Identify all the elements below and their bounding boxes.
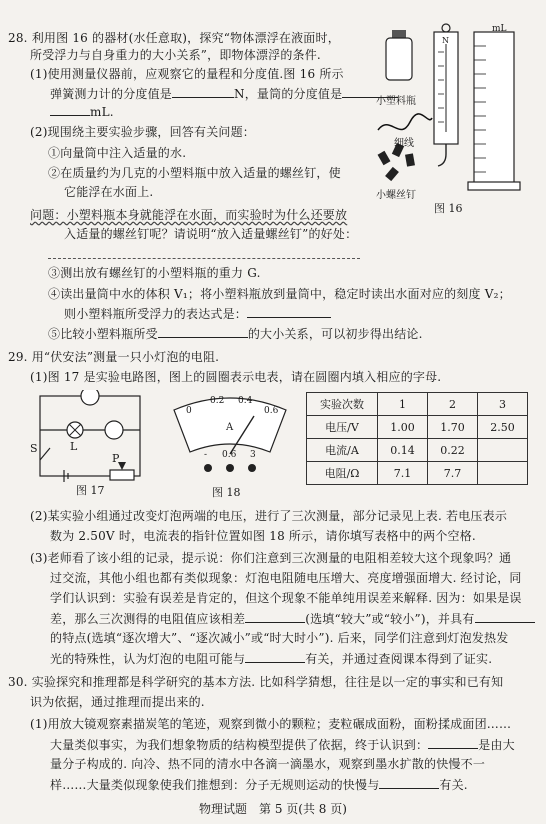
figure-17-caption: 图 17	[76, 484, 105, 497]
q28-step1: ①向量筒中注入适量的水.	[48, 146, 187, 160]
q29-title: 29. 用“伏安法”测量一只小灯泡的电阻.	[8, 350, 220, 364]
q28-step3: ③测出放有螺丝钉的小塑料瓶的重力 G.	[48, 266, 261, 280]
switch-icon	[40, 448, 50, 460]
q28-line1: 28. 利用图 16 的器材(水任意取)，探究“物体漂浮在液面时，	[8, 31, 340, 45]
measurement-table	[306, 392, 528, 485]
spring-scale-icon	[434, 24, 458, 166]
figure-18-ammeter	[170, 392, 290, 502]
table-cell: 7.1	[378, 462, 428, 485]
q28-step5-text-a: ⑤比较小塑料瓶所受	[48, 327, 158, 341]
table-cell-blank[interactable]	[478, 462, 528, 485]
plastic-bottle-icon	[386, 30, 412, 80]
q28-step2-line1: ②在质量约为几克的小塑料瓶中放入适量的螺丝钉，使	[48, 166, 341, 180]
bulb-icon	[67, 422, 83, 438]
q29-p3-line6	[50, 650, 492, 667]
row-label: 电流/A	[307, 439, 378, 462]
label-S: S	[30, 442, 38, 455]
cylinder-unit: mL	[492, 24, 507, 34]
table-cell: 1.00	[378, 416, 428, 439]
q29-p3-text-a: 差，那么三次测得的电阻值应该相差	[50, 612, 246, 626]
q28-question-line2: 入适量的螺丝钉呢？请说明“放入适量螺丝钉”的好处：	[64, 227, 358, 241]
table-cell: 0.22	[428, 439, 478, 462]
q30-line2: 识为依据，通过推理而提出来的.	[30, 695, 205, 709]
answer-blank[interactable]	[245, 650, 305, 663]
q28-step4-text: 则小塑料瓶所受浮力的表达式是：	[64, 307, 248, 321]
dial-tick-0.4: 0.4	[238, 396, 253, 406]
q28-p2-line1: (2)现围绕主要实验步骤，回答有关问题：	[30, 125, 255, 139]
q28-step5-text-b: 的大小关系，可以初步得出结论.	[247, 327, 423, 341]
answer-blank[interactable]	[247, 305, 331, 318]
terminal-06-icon	[226, 464, 234, 472]
q28-step5	[48, 325, 423, 342]
answer-blank[interactable]	[172, 85, 234, 98]
answer-blank[interactable]	[475, 610, 535, 623]
table-header-cell: 1	[378, 393, 428, 416]
q30-line1: 30. 实验探究和推理都是科学研究的基本方法. 比如科学猜想，往往是以一定的事实和已有知	[8, 675, 504, 689]
q28-step4-line2	[64, 305, 331, 322]
table-cell: 7.7	[428, 462, 478, 485]
figure-18-caption: 图 18	[212, 486, 241, 499]
dial-unit: A	[226, 422, 234, 433]
terminal-label-06: 0.6	[222, 450, 237, 460]
terminal-label-minus: -	[204, 450, 208, 460]
q29-p3-text-d: 有关，并通过查阅课本得到了证实.	[305, 652, 493, 666]
table-cell-blank[interactable]	[478, 439, 528, 462]
table-row	[307, 462, 528, 485]
answer-blank[interactable]	[428, 736, 478, 749]
measuring-cylinder-icon	[468, 32, 520, 190]
screw-label: 小螺丝钉	[376, 190, 416, 201]
table-cell: 0.14	[378, 439, 428, 462]
q28-p1-text-b: N，量筒的分度值是	[234, 87, 343, 101]
answer-blank[interactable]	[50, 103, 90, 116]
row-label: 电压/V	[307, 416, 378, 439]
answer-blank[interactable]	[245, 610, 305, 623]
page-footer: 物理试题 第 5 页(共 8 页)	[199, 802, 347, 816]
q30-p1-text-a: 大量类似事实，为我们想象物质的结构模型提供了依据，终于认识到：	[50, 738, 429, 752]
q29-p2-line2: 数为 2.50V 时，电流表的指针位置如图 18 所示，请你填写表格中的两个空格.	[50, 529, 476, 543]
answer-blank[interactable]	[158, 325, 248, 338]
q30-p1-text-d: 有关.	[439, 778, 468, 792]
answer-line[interactable]	[48, 258, 360, 259]
q29-p3-line5: 的特点(选填“逐次增大”、“逐次减小”或“时大时小”). 后来，同学们注意到灯泡发热发	[50, 631, 509, 645]
q29-p2-line1: (2)某实验小组通过改变灯泡两端的电压，进行了三次测量，部分记录见上表. 若电压表示	[30, 509, 508, 523]
q28-p1-line2	[50, 85, 398, 102]
table-row	[307, 439, 528, 462]
meter-circle-top[interactable]	[81, 390, 99, 405]
q29-p1: (1)图 17 是实验电路图，图上的圆圈表示电表，请在圆圈内填入相应的字母.	[30, 370, 442, 384]
q28-p1-line1: (1)使用测量仪器前，应观察它的量程和分度值.图 16 所示	[30, 67, 344, 81]
dial-tick-0.2: 0.2	[210, 396, 225, 406]
q30-p1-line3: 量分子构成的. 向冷、热不同的清水中各滴一滴墨水，观察到墨水扩散的快慢不一	[50, 757, 486, 771]
table-header-cell: 2	[428, 393, 478, 416]
figure-16	[370, 22, 540, 222]
spring-scale-unit: N	[442, 36, 449, 45]
figure-16-caption: 图 16	[434, 202, 463, 215]
q28-step4-line1: ④读出量筒中水的体积 V₁；将小塑料瓶放到量筒中，稳定时读出水面对应的刻度 V₂；	[48, 287, 511, 301]
terminal-minus-icon	[204, 464, 212, 472]
answer-blank[interactable]	[379, 776, 439, 789]
figure-17-circuit	[30, 390, 150, 500]
table-header-cell: 实验次数	[307, 393, 378, 416]
label-L: L	[70, 440, 78, 453]
label-P: P	[112, 452, 120, 465]
row-label: 电阻/Ω	[307, 462, 378, 485]
meter-circle-mid[interactable]	[105, 421, 123, 439]
table-row	[307, 416, 528, 439]
q29-p3-text-c: 光的特殊性，认为灯泡的电阻可能与	[50, 652, 246, 666]
thread-label: 细线	[394, 138, 414, 149]
table-cell: 2.50	[478, 416, 528, 439]
q28-question-line1: 问题：小塑料瓶本身就能浮在水面，而实验时为什么还要放	[30, 208, 348, 222]
terminal-3-icon	[248, 464, 256, 472]
table-cell: 1.70	[428, 416, 478, 439]
q28-line2: 所受浮力与自身重力的大小关系”，即物体漂浮的条件.	[30, 48, 321, 62]
q28-step2-line2: 它能浮在水面上.	[64, 185, 154, 199]
q30-p1-line2	[50, 736, 515, 753]
q29-p3-line2: 过交流，其他小组也都有类似现象：灯泡电阻随电压增大、亮度增强面增大. 经讨论，同	[50, 571, 522, 585]
q30-p1-text-b: 是由大	[478, 738, 515, 752]
q29-p3-line1: (3)老师看了该小组的记录，提示说：你们注意到三次测量的电阻相差较大这个现象吗？通	[30, 551, 512, 565]
q28-p1-unit: mL.	[90, 105, 114, 119]
q28-p1-line3	[50, 103, 114, 120]
q30-p1-line1: (1)用放大镜观察素描炭笔的笔迹，观察到微小的颗粒；麦粒碾成面粉，面粉揉成面团……	[30, 717, 512, 731]
table-header-row	[307, 393, 528, 416]
thread-icon	[378, 114, 432, 130]
terminal-label-3: 3	[250, 450, 256, 460]
q30-p1-text-c: 样……大量类似现象使我们推想到：分子无规则运动的快慢与	[50, 778, 380, 792]
q29-p3-line3: 学们认识到：实验有误差是肯定的，但这个现象不能单纯用误差来解释. 因为：如果是误	[50, 591, 522, 605]
dial-tick-0.6: 0.6	[264, 406, 279, 416]
table-header-cell: 3	[478, 393, 528, 416]
q30-p1-line4	[50, 776, 468, 793]
q28-p1-text-a: 弹簧测力计的分度值是	[50, 87, 173, 101]
dial-tick-0: 0	[186, 406, 192, 416]
bottle-label: 小塑料瓶	[376, 96, 416, 107]
q29-p3-text-b: (选填“较大”或“较小”)，并具有	[305, 612, 475, 626]
q29-p3-line4	[50, 610, 535, 627]
